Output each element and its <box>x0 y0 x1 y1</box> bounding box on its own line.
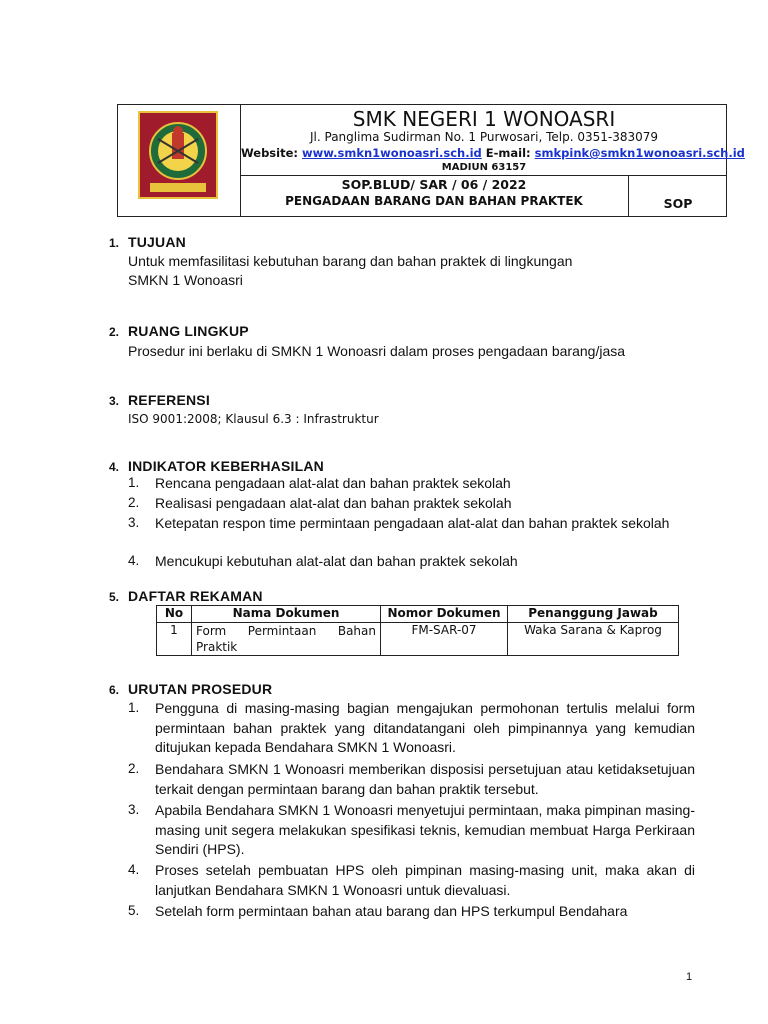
list-item-number: 5. <box>128 903 140 918</box>
document-header <box>117 104 745 217</box>
section-number: 5. <box>109 590 120 604</box>
section-title-tujuan: TUJUAN <box>128 234 186 250</box>
column-header: Penanggung Jawab <box>508 606 679 623</box>
list-item-number: 3. <box>128 515 140 530</box>
cell-nomor-dokumen: FM-SAR-07 <box>381 623 508 656</box>
ruang-lingkup-text: Prosedur ini berlaku di SMKN 1 Wonoasri dalam proses pengadaan barang/jasa <box>128 343 626 359</box>
email-link[interactable]: smkpink@smkn1wonoasri.sch.id <box>534 146 745 160</box>
list-item-number: 4. <box>128 553 140 568</box>
section-title-urutan-prosedur: URUTAN PROSEDUR <box>128 681 273 697</box>
section-title-indikator: INDIKATOR KEBERHASILAN <box>128 458 324 474</box>
list-item: Setelah form permintaan bahan atau barang dan HPS terkumpul Bendahara <box>155 903 628 919</box>
section-title-ruang-lingkup: RUANG LINGKUP <box>128 323 249 339</box>
school-name: SMK NEGERI 1 WONOASRI <box>352 107 616 131</box>
contact-line <box>241 146 745 160</box>
list-item-number: 1. <box>128 700 140 715</box>
section-number: 4. <box>109 460 120 474</box>
list-item-number: 2. <box>128 761 140 776</box>
cell-penanggung-jawab: Waka Sarana & Kaprog <box>508 623 679 656</box>
list-item: Ketepatan respon time permintaan pengadaan alat-alat dan bahan praktek sekolah <box>155 515 670 531</box>
school-address: Jl. Panglima Sudirman No. 1 Purwosari, Telp. 0351-383079 <box>310 130 658 144</box>
list-item: Pengguna di masing-masing bagian mengajukan permohonan tertulis melalui form permintaan bahan praktek yang ditandatangani oleh pimpinannya yang kemudian ditujukan kepada Bendahara SMKN 1 Wonoasri. <box>155 700 695 755</box>
list-item: Proses setelah pembuatan HPS oleh pimpinan masing-masing unit, maka akan di lanjutkan Bendahara SMKN 1 Wonoasri untuk dievaluasi. <box>155 862 695 898</box>
column-header: No <box>157 606 192 623</box>
table-header-row <box>157 606 679 623</box>
list-item-number: 4. <box>128 862 140 877</box>
section-title-referensi: REFERENSI <box>128 392 210 408</box>
list-item: Apabila Bendahara SMKN 1 Wonoasri menyetujui permintaan, maka pimpinan masing-masing unit segera melakukan spesifikasi teknis, kemudian membuat Harga Perkiraan Sendiri (HPS). <box>155 802 695 857</box>
section-number: 3. <box>109 394 120 408</box>
column-header: Nomor Dokumen <box>381 606 508 623</box>
sop-type: SOP <box>663 196 693 211</box>
list-item-number: 2. <box>128 495 140 510</box>
section-number: 6. <box>109 683 120 697</box>
list-item: Realisasi pengadaan alat-alat dan bahan praktek sekolah <box>155 495 512 511</box>
table-row <box>157 623 679 656</box>
list-item: Mencukupi kebutuhan alat-alat dan bahan praktek sekolah <box>155 553 518 569</box>
list-item: Bendahara SMKN 1 Wonoasri memberikan disposisi persetujuan atau ketidaksetujuan terkait dengan permintaan barang dan bahan praktik tersebut. <box>155 761 695 797</box>
column-header: Nama Dokumen <box>192 606 381 623</box>
page-number: 1 <box>686 971 693 983</box>
school-logo <box>138 111 218 199</box>
list-item-number: 3. <box>128 802 140 817</box>
records-table <box>156 605 679 656</box>
tujuan-text-line1: Untuk memfasilitasi kebutuhan barang dan bahan praktek di lingkungan <box>128 253 573 269</box>
list-item-number: 1. <box>128 475 140 490</box>
list-item: Rencana pengadaan alat-alat dan bahan praktek sekolah <box>155 475 511 491</box>
section-title-daftar-rekaman: DAFTAR REKAMAN <box>128 588 263 604</box>
website-label: Website: <box>241 146 298 160</box>
section-number: 1. <box>109 236 120 250</box>
school-city: MADIUN 63157 <box>441 162 527 173</box>
cell-no: 1 <box>157 623 192 656</box>
divider <box>240 175 727 176</box>
website-link[interactable]: www.smkn1wonoasri.sch.id <box>302 146 482 160</box>
sop-code: SOP.BLUD/ SAR / 06 / 2022 <box>341 177 527 192</box>
sop-title: PENGADAAN BARANG DAN BAHAN PRAKTEK <box>285 194 583 208</box>
section-number: 2. <box>109 325 120 339</box>
tujuan-text-line2: SMKN 1 Wonoasri <box>128 272 243 288</box>
email-label: E-mail: <box>485 146 531 160</box>
referensi-text: ISO 9001:2008; Klausul 6.3 : Infrastruktur <box>128 412 379 426</box>
cell-nama-dokumen: Form Permintaan Bahan Praktik <box>192 623 381 656</box>
